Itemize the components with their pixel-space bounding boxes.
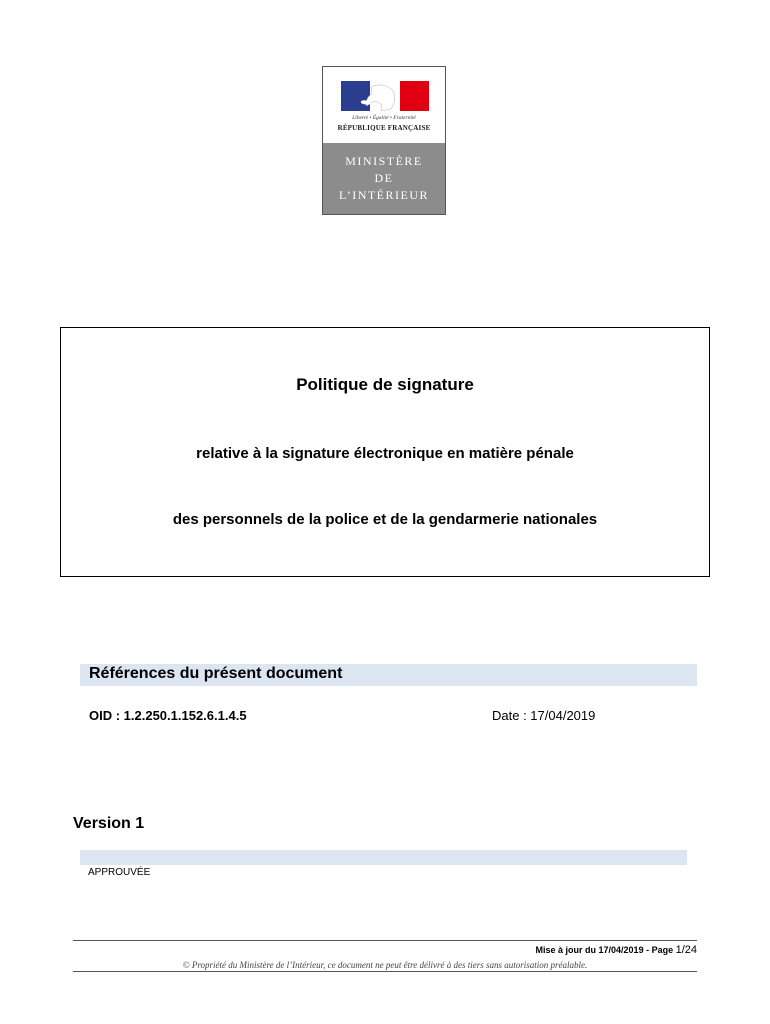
title-box [60, 327, 710, 577]
logo-ministry-block [323, 143, 445, 214]
status-bar [80, 850, 687, 865]
status-text: APPROUVÉE [88, 867, 151, 878]
page-number: 1/24 [675, 944, 697, 956]
footer-update [536, 944, 697, 956]
ministry-line-2: DE [374, 171, 394, 185]
footer-copyright: © Propriété du Ministère de l’Intérieur, ce document ne peut être délivré à des tiers sans autorisation préalable. [182, 960, 588, 970]
ministry-line-1: MINISTÈRE [345, 154, 423, 168]
footer-update-text: Mise à jour du 17/04/2019 - Page [535, 945, 676, 955]
document-title: Politique de signature [296, 375, 474, 394]
footer-rule-top [73, 940, 697, 941]
references-heading: Références du présent document [89, 665, 343, 682]
version-heading: Version 1 [73, 815, 145, 832]
republic-text: RÉPUBLIQUE FRANÇAISE [337, 124, 431, 132]
logo-marianne-section [323, 67, 445, 143]
ministry-line-3: L’INTÉRIEUR [338, 188, 430, 202]
footer-rule-bottom [73, 971, 697, 972]
oid-value: OID : 1.2.250.1.152.6.1.4.5 [89, 708, 247, 723]
marianne-flag-icon [341, 81, 429, 111]
ministry-logo [322, 66, 446, 215]
date-value: Date : 17/04/2019 [492, 708, 596, 723]
document-subtitle-2: des personnels de la police et de la gendarmerie nationales [172, 511, 598, 528]
motto-text: Liberté • Égalité • Fraternité [352, 115, 416, 121]
document-subtitle-1: relative à la signature électronique en matière pénale [196, 445, 574, 462]
